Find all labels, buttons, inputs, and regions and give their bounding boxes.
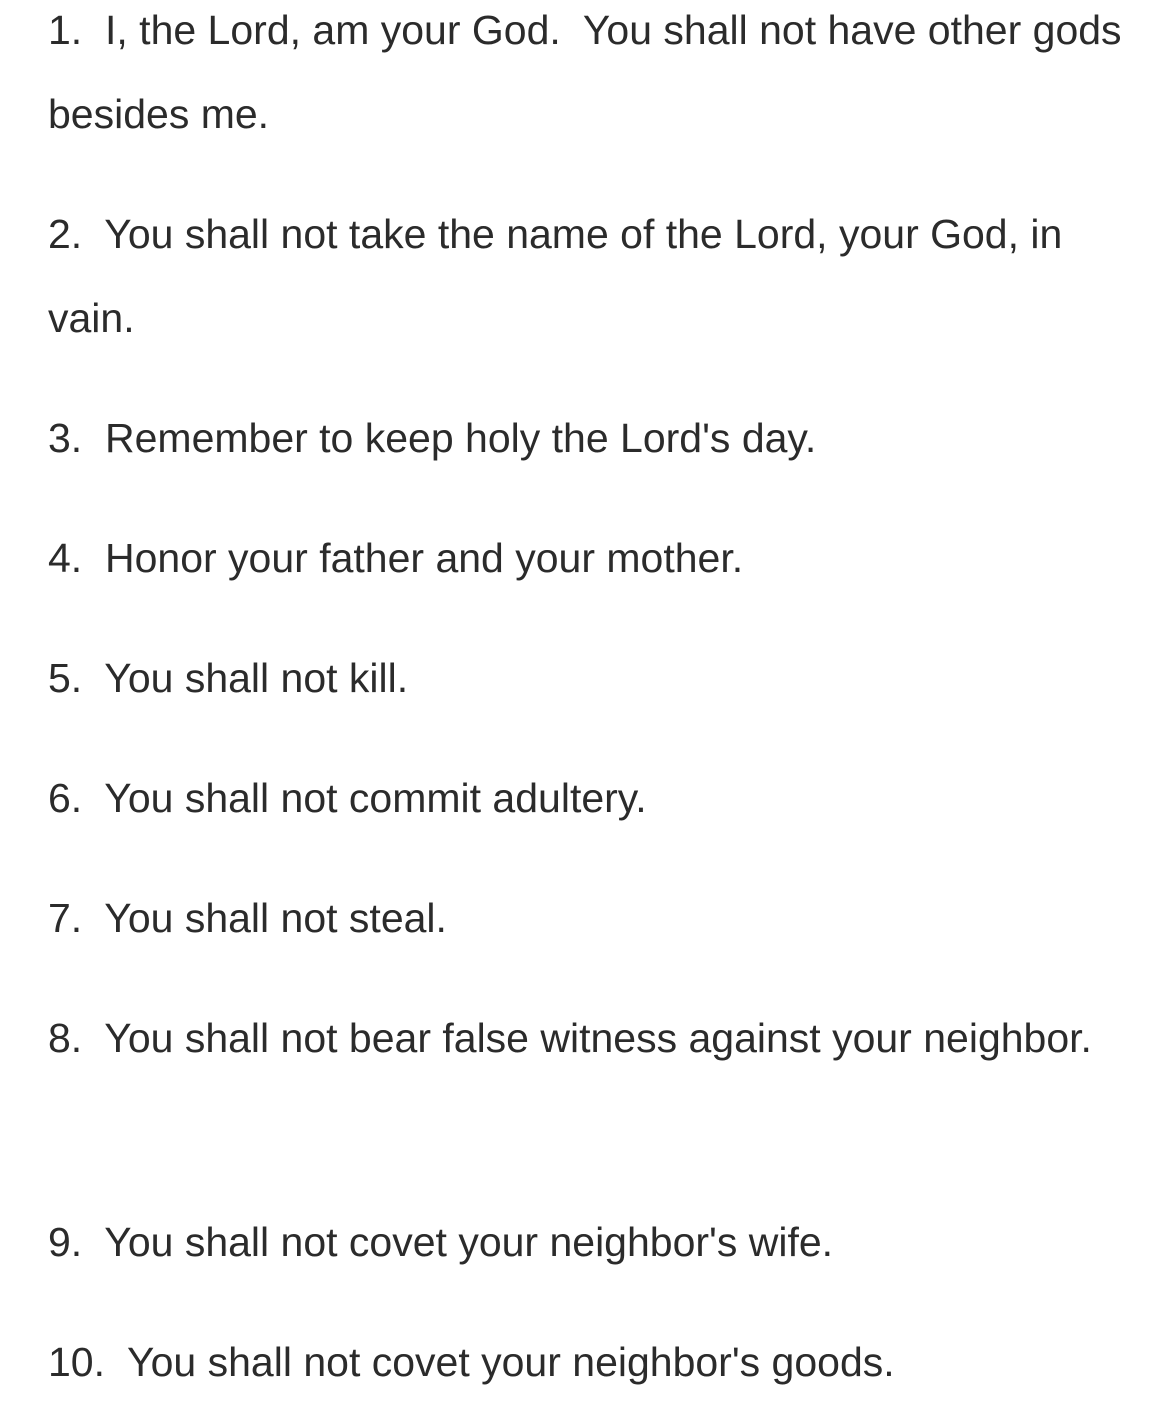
commandment-text: You shall not steal. (104, 895, 447, 941)
commandment-text: You shall not covet your neighbor's goods. (127, 1339, 895, 1385)
commandment-item (48, 996, 1148, 1080)
commandment-number: 3. (48, 415, 83, 461)
commandment-number: 4. (48, 535, 83, 581)
commandment-item (48, 876, 1148, 960)
commandment-number: 1. (48, 7, 83, 53)
commandment-number: 9. (48, 1219, 83, 1265)
commandment-number: 5. (48, 655, 83, 701)
commandment-item (48, 756, 1148, 840)
commandment-text: You shall not kill. (104, 655, 409, 701)
commandment-item (48, 516, 1148, 600)
commandment-number: 7. (48, 895, 83, 941)
commandment-text: You shall not take the name of the Lord, your God, in vain. (48, 211, 1074, 341)
commandment-item (48, 0, 1148, 156)
commandment-number: 6. (48, 775, 83, 821)
commandment-text: You shall not bear false witness against your neighbor. (104, 1015, 1092, 1061)
commandment-item (48, 192, 1148, 360)
commandment-text: I, the Lord, am your God. You shall not have other gods besides me. (48, 7, 1133, 137)
commandment-number: 2. (48, 211, 83, 257)
commandment-item (48, 636, 1148, 720)
commandment-text: You shall not commit adultery. (104, 775, 647, 821)
commandment-item (48, 1320, 1148, 1404)
commandment-number: 8. (48, 1015, 83, 1061)
commandment-text: You shall not covet your neighbor's wife. (104, 1219, 834, 1265)
commandment-text: Honor your father and your mother. (105, 535, 744, 581)
commandment-item (48, 1200, 1148, 1284)
commandment-number: 10. (48, 1339, 105, 1385)
commandment-text: Remember to keep holy the Lord's day. (105, 415, 817, 461)
commandment-item (48, 396, 1148, 480)
